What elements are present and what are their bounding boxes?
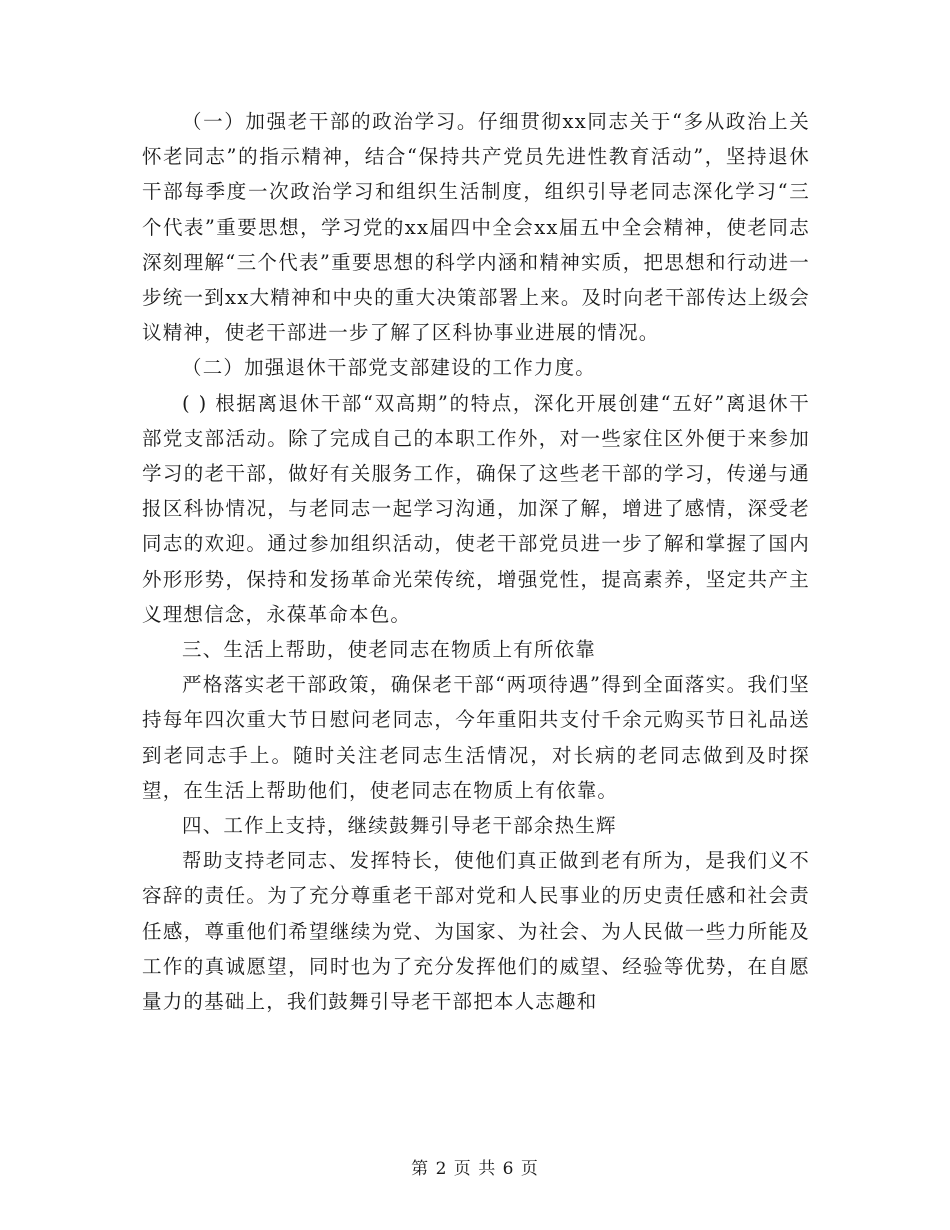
paragraph-1: （一）加强老干部的政治学习。仔细贯彻xx同志关于“多从政治上关怀老同志”的指示精神，结合“保持共产党员先进性教育活动”，坚持退休干部每季度一次政治学习和组织生活制度，组织引导老同志深化学习“三个代表”重要思想，学习党的xx届四中全会xx届五中全会精神，使老同志深刻理解“三个代表”重要思想的科学内涵和精神实质，把思想和行动进一步统一到xx大精神和中央的重大决策部署上来。及时向老干部传达上级会议精神，使老干部进一步了解了区科协事业进展的情况。 <box>142 110 810 345</box>
paragraph-3: ( ) 根据离退休干部“双高期”的特点，深化开展创建“五好”离退休干部党支部活动。除了完成自己的本职工作外，对一些家住区外便于来参加学习的老干部，做好有关服务工作，确保了这些老干部的学习，传递与通报区科协情况，与老同志一起学习沟通，加深了解，增进了感情，深受老同志的欢迎。通过参加组织活动，使老干部党员进一步了解和掌握了国内外形形势，保持和发扬革命光荣传统，增强党性，提高素养，坚定共产主义理想信念，永葆革命本色。 <box>142 391 810 626</box>
page-footer <box>0 1154 950 1179</box>
paragraph-7: 帮助支持老同志、发挥特长，使他们真正做到老有所为，是我们义不容辞的责任。为了充分尊重老干部对党和人民事业的历史责任感和社会责任感，尊重他们希望继续为党、为国家、为社会、为人民做一些力所能及工作的真诚愿望，同时也为了充分发挥他们的威望、经验等优势，在自愿量力的基础上，我们鼓舞引导老干部把本人志趣和 <box>142 849 810 1014</box>
section-heading-3: 三、生活上帮助，使老同志在物质上有所依靠 <box>182 638 597 662</box>
paragraph-2: （二）加强退休干部党支部建设的工作力度。 <box>182 356 597 380</box>
document-body <box>142 104 810 1019</box>
section-heading-4: 四、工作上支持，继续鼓舞引导老干部余热生辉 <box>182 814 617 838</box>
page-number-label: 第 2 页 共 6 页 <box>411 1159 539 1179</box>
paragraph-5: 严格落实老干部政策，确保老干部“两项待遇”得到全面落实。我们坚持每年四次重大节日慰问老同志，今年重阳共支付千余元购买节日礼品送到老同志手上。随时关注老同志生活情况，对长病的老同志做到及时探望，在生活上帮助他们，使老同志在物质上有依靠。 <box>142 673 810 802</box>
